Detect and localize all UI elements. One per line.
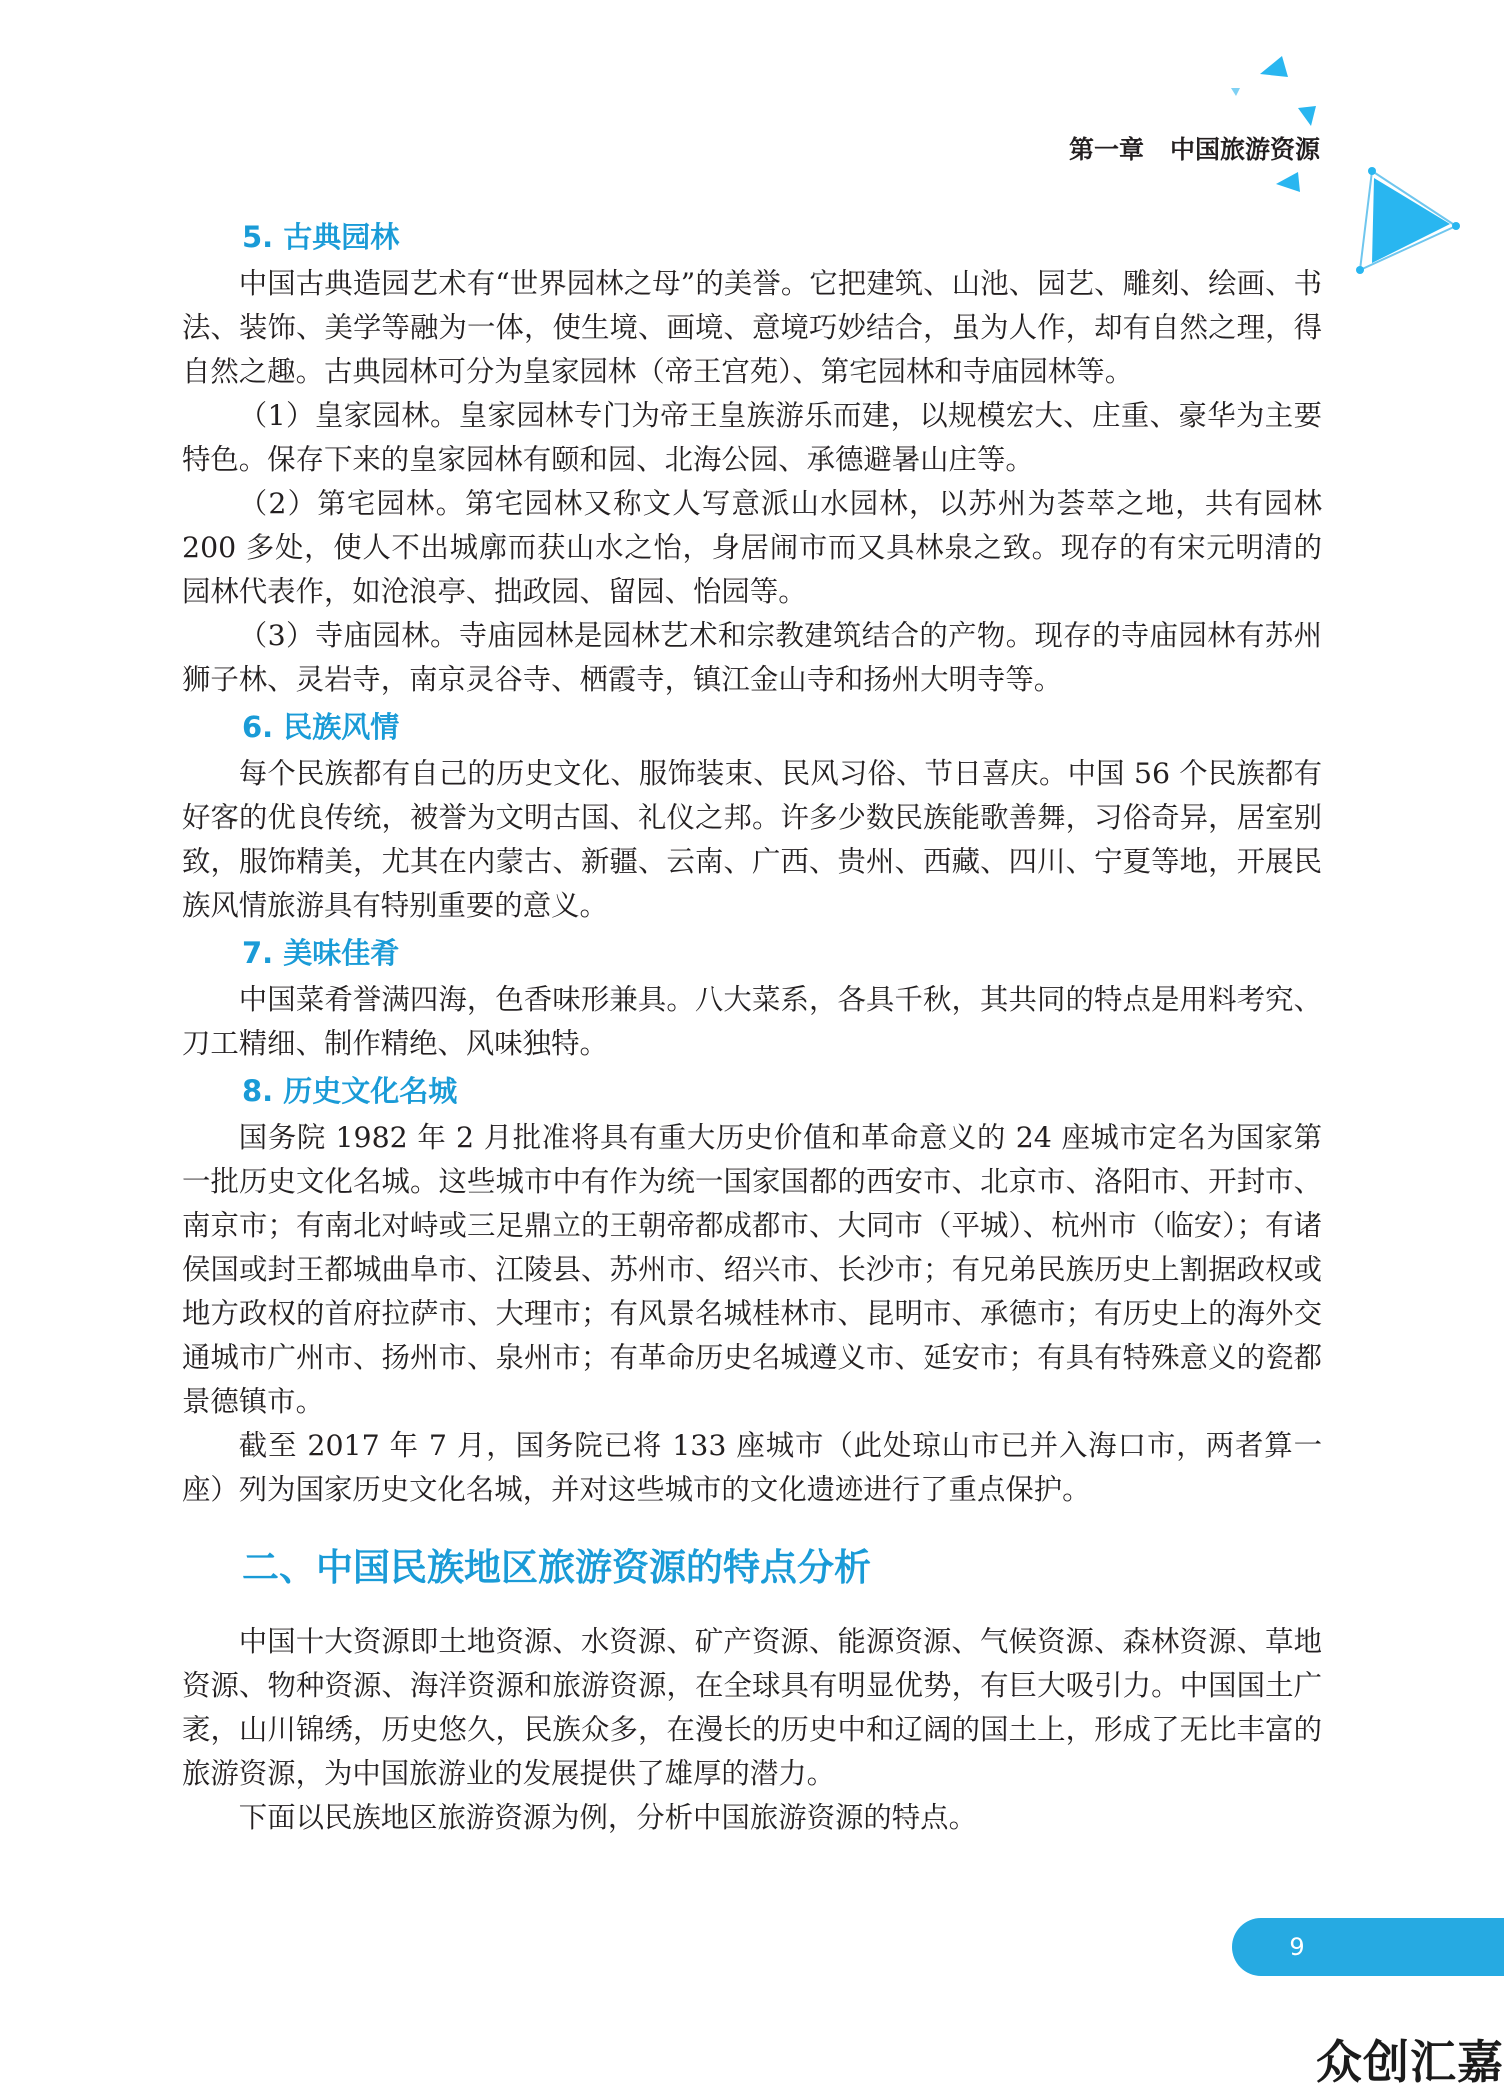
triangle-dot <box>1452 222 1460 230</box>
paragraph: （1）皇家园林。皇家园林专门为帝王皇族游乐而建，以规模宏大、庄重、豪华为主要特色。保存下来的皇家园林有颐和园、北海公园、承德避暑山庄等。 <box>182 399 1322 476</box>
paragraph: 中国菜肴誉满四海，色香味形兼具。八大菜系，各具千秋，其共同的特点是用料考究、刀工精细、制作精绝、风味独特。 <box>182 983 1322 1060</box>
part-two-heading: 二、中国民族地区旅游资源的特点分析 <box>242 1546 871 1589</box>
page-content <box>182 212 1322 1840</box>
paragraph: 截至 2017 年 7 月，国务院已将 133 座城市（此处琼山市已并入海口市，两者算一座）列为国家历史文化名城，并对这些城市的文化遗迹进行了重点保护。 <box>182 1429 1322 1506</box>
page-number: 9 <box>1289 1933 1305 1961</box>
paragraph: 每个民族都有自己的历史文化、服饰装束、民风习俗、节日喜庆。中国 56 个民族都有好客的优良传统，被誉为文明古国、礼仪之邦。许多少数民族能歌善舞，习俗奇异，居室别致，服饰精美，尤其在内蒙古、新疆、云南、广西、贵州、西藏、四川、宁夏等地，开展民族风情旅游具有特别重要的意义。 <box>182 757 1322 922</box>
watermark: 众创汇嘉 <box>1316 2035 1504 2089</box>
chapter-header <box>1069 130 1320 166</box>
paragraph: 中国十大资源即土地资源、水资源、矿产资源、能源资源、气候资源、森林资源、草地资源、物种资源、海洋资源和旅游资源，在全球具有明显优势，有巨大吸引力。中国国土广袤，山川锦绣，历史悠久，民族众多，在漫长的历史中和辽阔的国土上，形成了无比丰富的旅游资源，为中国旅游业的发展提供了雄厚的潜力。 <box>182 1625 1322 1790</box>
triangle-small-top <box>1260 56 1288 77</box>
section-heading-folk: 6. 民族风情 <box>242 710 400 744</box>
triangle-large <box>1372 178 1450 263</box>
chapter-title: 中国旅游资源 <box>1169 135 1320 164</box>
paragraph: 下面以民族地区旅游资源为例，分析中国旅游资源的特点。 <box>238 1801 977 1834</box>
section-heading-cities: 8. 历史文化名城 <box>242 1074 458 1108</box>
triangle-small-mid <box>1298 106 1316 126</box>
triangle-small-low <box>1276 172 1300 192</box>
triangle-dot <box>1356 266 1364 274</box>
page-number-tab <box>1232 1918 1504 1976</box>
triangle-tiny <box>1231 88 1240 96</box>
section-heading-cuisine: 7. 美味佳肴 <box>242 936 400 970</box>
triangle-dot <box>1368 167 1376 175</box>
paragraph: 中国古典造园艺术有“世界园林之母”的美誉。它把建筑、山池、园艺、雕刻、绘画、书法、装饰、美学等融为一体，使生境、画境、意境巧妙结合，虽为人作，却有自然之理，得自然之趣。古典园林可分为皇家园林（帝王宫苑）、第宅园林和寺庙园林等。 <box>182 267 1322 388</box>
paragraph: 国务院 1982 年 2 月批准将具有重大历史价值和革命意义的 24 座城市定名为国家第一批历史文化名城。这些城市中有作为统一国家国都的西安市、北京市、洛阳市、开封市、南京市；有南北对峙或三足鼎立的王朝帝都成都市、大同市（平城）、杭州市（临安）；有诸侯国或封王都城曲阜市、江陵县、苏州市、绍兴市、长沙市；有兄弟民族历史上割据政权或地方政权的首府拉萨市、大理市；有风景名城桂林市、昆明市、承德市；有历史上的海外交通城市广州市、扬州市、泉州市；有革命历史名城遵义市、延安市；有具有特殊意义的瓷都景德镇市。 <box>182 1121 1322 1418</box>
paragraph: （2）第宅园林。第宅园林又称文人写意派山水园林，以苏州为荟萃之地，共有园林 200 多处，使人不出城廓而获山水之怡，身居闹市而又具林泉之致。现存的有宋元明清的园林代表作，如沧浪亭、拙政园、留园、怡园等。 <box>182 487 1322 608</box>
paragraph: （3）寺庙园林。寺庙园林是园林艺术和宗教建筑结合的产物。现存的寺庙园林有苏州狮子林、灵岩寺，南京灵谷寺、栖霞寺，镇江金山寺和扬州大明寺等。 <box>182 619 1322 696</box>
section-heading-gardens: 5. 古典园林 <box>242 220 400 254</box>
chapter-number: 第一章 <box>1068 135 1144 164</box>
